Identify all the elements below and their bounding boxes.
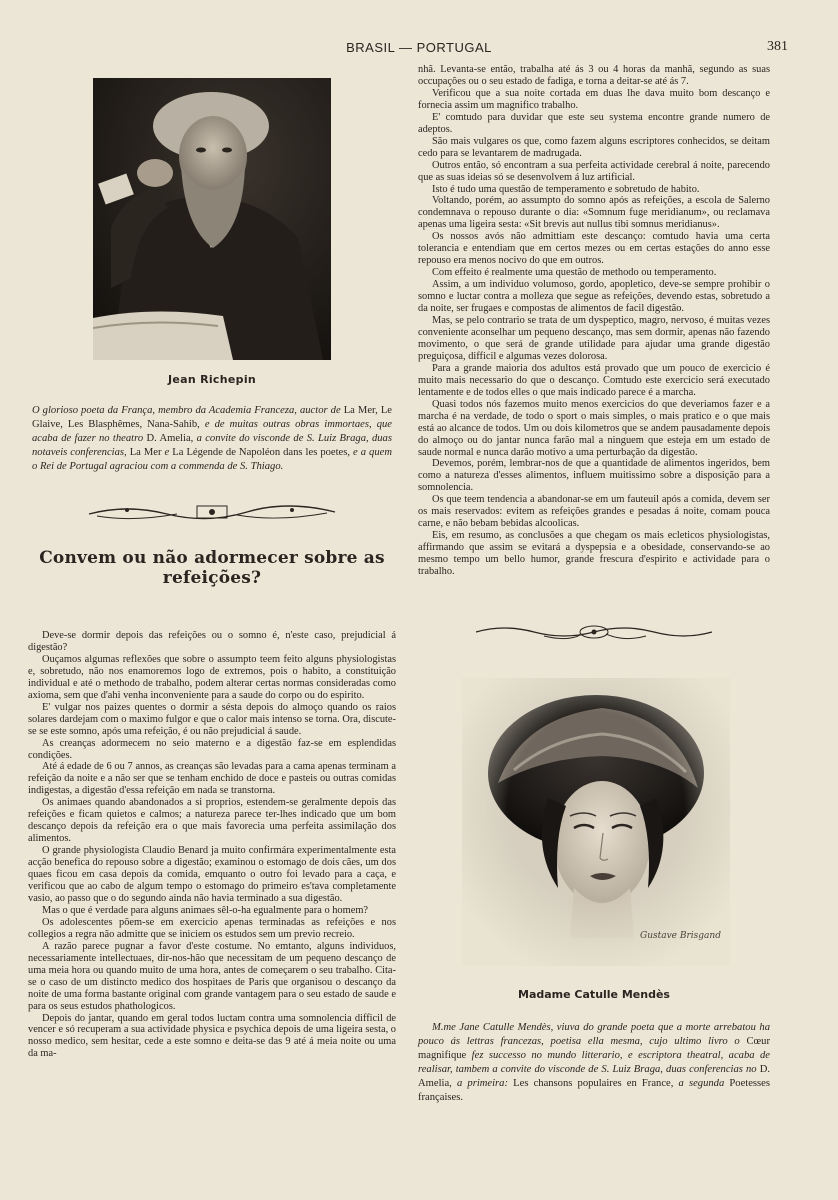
paragraph: A razão parece pugnar a favor d'este costume. No emtanto, alguns individuos, necessariamente intellectuaes, dir-nos-hão que necessitam de um pequeno descanço de uma meia hora ou quando muito de uma hora, antes de começarem o seu trabalho. Cita-se o caso de um distincto medico dos hospitaes de Paris que organisou o descanço da noite de uma forma bastante original com grande vantagem para o seu estado de saude e para os seus estudos phathologicos. bbox=[28, 940, 396, 1012]
richepin-name: Jean Richepin bbox=[167, 373, 257, 386]
paragraph: Eis, em resumo, as conclusões a que chegam os mais ecleticos physiologistas, affirmando que assim se evitará a dyspepsia e a obesidade, conservando-se ao mesmo tempo um bello humor, grande frescura d'espirito e actividade para o trabalho. bbox=[418, 530, 770, 578]
paragraph: Até á edade de 6 ou 7 annos, as creanças são levadas para a cama apenas terminam a refeição da noite e a não ser que se tenham enchido de doce e pasteis ou outras comidas indigestas, a digestão d'essa refeição em nada se transtorna. bbox=[28, 761, 396, 797]
work-title: La Mer, Le Glaive, Les Blasphêmes, Nana-Sahib, bbox=[32, 405, 392, 430]
paragraph: Devemos, porém, lembrar-nos de que a quantidade de alimentos ingeridos, bem como a natureza d'esses alimentos, influem muitissimo sobre a disposição para a somnolencia. bbox=[418, 458, 770, 494]
richepin-photo bbox=[93, 78, 331, 360]
right-column bbox=[418, 64, 770, 1105]
caption-part: a primeira: bbox=[451, 1077, 514, 1089]
artist-signature: Gustave Brisgand bbox=[640, 930, 721, 941]
paragraph: São mais vulgares os que, como fazem alguns escriptores conhecidos, se deitam cedo para se levantarem de madrugada. bbox=[418, 135, 770, 159]
mendes-portrait-image bbox=[462, 678, 730, 966]
lecture-title: Poetesses françaises. bbox=[418, 1077, 770, 1103]
mendes-name: Madame Catulle Mendès bbox=[518, 987, 670, 1001]
book-title: Cœur magnifique bbox=[418, 1035, 770, 1061]
mendes-caption bbox=[418, 1021, 770, 1105]
richepin-caption bbox=[32, 404, 392, 474]
paragraph: O grande physiologista Claudio Benard ja muito confirmára experimentalmente esta acção benefica do repouso sobre a digestão; examinou o estomago de dois cães, um dos quaes ficou em casa depois da comida, emquanto o outro foi levado para a caça, e verificou que ao cabo de algum tempo o estomago do primeiro es'tava completamente vasio, ao passo que o do segundo ainda não havia terminado a sua digestão. bbox=[28, 845, 396, 904]
paragraph: Depois do jantar, quando em geral todos luctam contra uma somnolencia difficil de vencer e só recuperam a sua actividade physica e psychica depois de uma ligeira sesta, o nosso medico, sem hesitar, cede a este somno e deita-se das 9 até á meia noite ou uma da ma- bbox=[28, 1012, 396, 1060]
paragraph: Os que teem tendencia a abandonar-se em um fauteuil após a comida, devem ser os mais reservados: evitem as refeições grandes e pesadas á noite, comam pouca carne, e não bebam bebidas alcoolicas. bbox=[418, 494, 770, 530]
paragraph: Quasi todos nós fazemos muito menos exercicios do que deveriamos fazer e a marcha é na verdade, de todo o sport o mais simples, o mais pratico e o que mais está ao alcance de todos. Um ou dois kilometros que se andem pausadamente depois do almoço ou do jantar nunca farão mal a ninguem que esteja em um estado de saude normal e nunca darão motivo a uma perturbação da digestão. bbox=[418, 398, 770, 458]
caption-part: a convite do visconde de S. Luiz Braga, duas notaveis conferencias, bbox=[32, 433, 392, 458]
divider-ornament bbox=[87, 502, 337, 522]
paragraph: Isto é tudo uma questão de temperamento e sobretudo de habito. bbox=[432, 183, 700, 195]
lecture-title: La Légende de Napoléon dans les poetes, bbox=[172, 447, 351, 458]
article-title: Convem ou não adormecer sobre as refeições? bbox=[39, 548, 385, 588]
divider-ornament bbox=[474, 622, 714, 642]
paragraph: Mas o que é verdade para alguns animaes sêl-o-ha egualmente para o homem? bbox=[42, 904, 369, 916]
paragraph: Para a grande maioria dos adultos está provado que um pouco de exercicio é muito mais necessario do que o descanço. Comtudo este exercicio será executado lentamente e de todos elles o que mais indicado parece é a marcha. bbox=[418, 362, 770, 398]
paragraph: Com effeito é realmente uma questão de methodo ou temperamento. bbox=[432, 267, 717, 279]
paragraph: Assim, a um individuo volumoso, gordo, apopletico, deve-se sempre prohibir o somno e luctar contra a molleza que segue as refeições, devendo estas, sobretudo a da noite, ser frugaes e compostas de alimentos de facil digestão. bbox=[418, 279, 770, 315]
paragraph: E' comtudo para duvidar que este seu systema encontre grande numero de adeptos. bbox=[418, 111, 770, 135]
lecture-title: La Mer bbox=[129, 447, 162, 458]
caption-part: e de muitas outras obras immortaes, que acaba de fazer no theatro bbox=[32, 419, 392, 444]
paragraph: Outros então, só encontram a sua perfeita actividade cerebral á noite, parecendo que as suas ideias só se desenvolvem á luz artificial. bbox=[418, 159, 770, 183]
mendes-portrait bbox=[462, 678, 730, 966]
caption-part: O glorioso poeta da França, membro da Academia Franceza, auctor de bbox=[32, 405, 344, 416]
lecture-title: Les chansons populaires en France, bbox=[513, 1077, 674, 1089]
paragraph: Os nossos avós não admittiam este descanço: comtudo havia uma certa tolerancia e entendiam que em certos mezes ou em certas estações do anno esse repouso era menos nocivo do que em outros. bbox=[418, 231, 770, 267]
caption-part: M.me Jane Catulle Mendès, viuva do grande poeta que a morte arrebatou ha pouco ás lettras francezas, poetisa ella mesma, cujo ultimo livro o bbox=[418, 1021, 770, 1047]
article-body-left bbox=[28, 630, 396, 1060]
article-body-right bbox=[418, 64, 770, 578]
paragraph: Voltando, porém, ao assumpto do somno após as refeições, a escola de Salerno condemnava o repouso durante o dia: «Somnum fuge meridianum», ou reclamava apenas uma ligeira sesta: «Sit brevis aut nullus tibi somnus meridianus». bbox=[418, 195, 770, 231]
running-title: BRASIL — PORTUGAL bbox=[346, 40, 492, 55]
caption-part: fez successo no mundo litterario, e escriptora theatral, acaba de realisar, tambem a convite do visconde de S. Luiz Braga, duas conferencias no bbox=[418, 1049, 770, 1075]
paragraph: Ouçamos algumas reflexões que sobre o assumpto teem feito alguns physiologistas e, sobretudo, não nos enamoremos logo de extremos, pois o habito, a constituição individual e até o methodo de trabalho, podem alterar certas normas consideradas como axioma, sem que d'ahi venha inconveniente para a saude do corpo ou do espirito. bbox=[28, 653, 396, 701]
running-head bbox=[0, 40, 838, 56]
theatre-name: D. Amelia, bbox=[418, 1063, 770, 1089]
paragraph: nhã. Levanta-se então, trabalha até ás 3 ou 4 horas da manhã, segundo as suas occupações ou o seu estado de fadiga, e torna a deitar-se até ás 7. bbox=[418, 64, 770, 87]
richepin-portrait-image bbox=[93, 78, 331, 360]
paragraph: Os animaes quando abandonados a si proprios, estendem-se geralmente depois das refeições e ficam quietos e calmos; a natureza parece ter-lhes indicado que um bom descanço depois da refeição era o que mais favorecia uma perfeita assimilação dos alimentos. bbox=[28, 797, 396, 845]
paragraph: E' vulgar nos paizes quentes o dormir a sésta depois do almoço quando os raios solares dardejam com o maximo fulgor e que o calor mais intenso se torna. Ora, discute-se se este somno, após uma refeição, é ou não prejudicial á saude. bbox=[28, 701, 396, 737]
left-column bbox=[28, 64, 396, 1060]
paragraph: Verificou que a sua noite cortada em duas lhe dava muito bom descanço e fornecia assim um magnifico trabalho. bbox=[418, 87, 770, 111]
caption-part: a segunda bbox=[673, 1077, 730, 1089]
caption-part: e bbox=[161, 447, 173, 458]
page-number: 381 bbox=[767, 39, 788, 54]
caption-part: e a quem o Rei de Portugal agraciou com a commenda de S. Thiago. bbox=[32, 447, 392, 472]
theatre-name: D. Amelia, bbox=[146, 433, 194, 444]
paragraph: Deve-se dormir depois das refeições ou o somno é, n'este caso, prejudicial á digestão? bbox=[28, 630, 396, 653]
paragraph: Os adolescentes põem-se em exercicio apenas terminadas as refeições e nos collegios a regra não admitte que se iniciem os estudos sem um previo recreio. bbox=[28, 916, 396, 940]
paragraph: As creanças adormecem no seio materno e a digestão faz-se em esplendidas condições. bbox=[28, 737, 396, 761]
paragraph: Mas, se pelo contrario se trata de um dyspeptico, magro, nervoso, é muitas vezes conveniente aconselhar um pequeno descanço, mas sem dormir, apenas não fazendo movimento, o que será de grande utilidade para ajudar uma grande digestão preguiçosa, difficil e algumas vezes dolorosa. bbox=[418, 315, 770, 362]
